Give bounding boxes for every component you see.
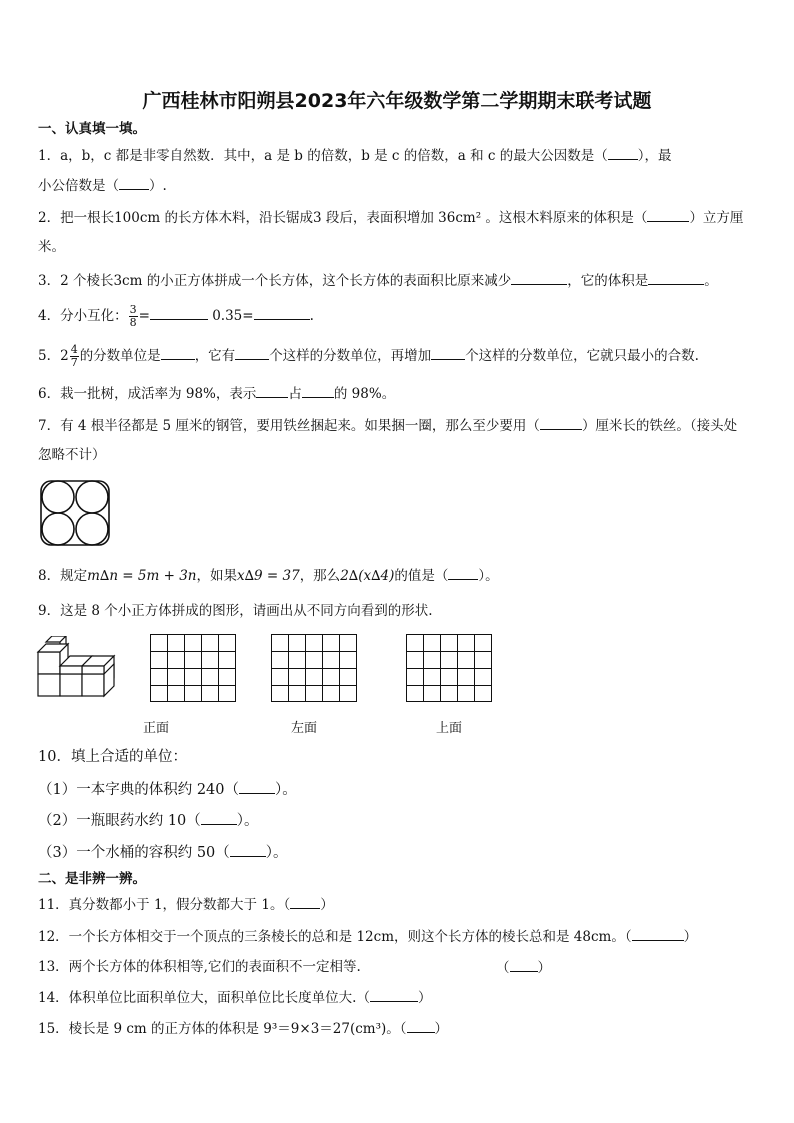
question-12: 12．一个长方体相交于一个顶点的三条棱长的总和是 12cm，则这个长方体的棱长总和是 48cm。（ ） [38,929,698,945]
question-2-line-2: 米。 [38,239,65,255]
answer-blank[interactable] [235,346,269,360]
fraction: $\frac{3}{8}$ [129,303,137,329]
answer-blank[interactable] [540,416,582,430]
answer-blank[interactable] [632,927,684,941]
question-7-line-1: 7．有 4 根半径都是 5 厘米的钢管，要用铁丝捆起来。如果捆一圈，那么至少要用（ ）厘米长的铁丝。（接头处 [38,418,738,434]
answer-blank[interactable] [201,811,237,825]
question-14: 14．体积单位比面积单位大，面积单位比长度单位大.（ ） [38,990,432,1006]
fraction: $\frac{4}{7}$ [70,343,78,369]
section-heading-1: 一、认真填一填。 [38,121,146,137]
question-13-answer: （ ） [496,960,551,976]
answer-blank[interactable] [256,384,288,398]
answer-blank[interactable] [648,271,704,285]
section-heading-2: 二、是非辨一辨。 [38,871,146,887]
top-view-grid[interactable] [406,634,492,702]
question-1-line-1: 1．a，b，c 都是非零自然数．其中，a 是 b 的倍数，b 是 c 的倍数，a 和 c 的最大公因数是（ ），最 [38,148,672,164]
question-10-2: （2）一瓶眼药水约 10（ ）。 [38,813,259,829]
question-1-line-2: 小公倍数是（ ）. [38,178,167,194]
page-title: 广西桂林市阳朔县2023年六年级数学第二学期期末联考试题 [142,90,652,112]
question-5: 5．2 $\frac{4}{7}$ 的分数单位是 ，它有 个这样的分数单位，再增加 个这样的分数单位，它就只最小的合数. [38,343,699,369]
question-3: 3．2 个棱长3cm 的小正方体拼成一个长方体，这个长方体的表面积比原来减少 ，它的体积是 。 [38,273,718,289]
question-10-1: （1）一本字典的体积约 240（ ）。 [38,782,297,798]
question-13: 13．两个长方体的体积相等,它们的表面积不一定相等. [38,959,361,975]
answer-blank[interactable] [119,176,149,190]
answer-blank[interactable] [254,306,310,320]
label-top: 上面 [436,721,463,736]
question-9: 9．这是 8 个小正方体拼成的图形，请画出从不同方向看到的形状. [38,603,433,619]
answer-blank[interactable] [647,208,689,222]
label-front: 正面 [143,721,170,736]
answer-blank[interactable] [511,271,567,285]
question-4: 4．分小互化： $\frac{3}{8}$ = 0.35= . [38,303,314,329]
answer-blank[interactable] [161,346,195,360]
question-15: 15．棱长是 9 cm 的正方体的体积是 9³＝9×3＝27(cm³)。（ ） [38,1021,449,1037]
answer-blank[interactable] [608,146,638,160]
label-left: 左面 [291,721,318,736]
question-10-3: （3）一个水桶的容积约 50（ ）。 [38,845,288,861]
front-view-grid[interactable] [150,634,236,702]
answer-blank[interactable] [239,780,275,794]
answer-blank[interactable] [150,306,208,320]
left-view-grid[interactable] [271,634,357,702]
question-10: 10．填上合适的单位： [38,749,187,765]
question-6: 6．栽一批树，成活率为 98%，表示 占 的 98%。 [38,386,396,402]
question-7-line-2: 忽略不计） [38,447,106,463]
answer-blank[interactable] [302,384,334,398]
question-8: 8．规定m∆n = 5m + 3n，如果x∆9 = 37，那么2∆(x∆4)的值是（ ）。 [38,568,499,584]
cubes-figure [36,636,118,698]
answer-blank[interactable] [290,895,320,909]
question-11: 11．真分数都小于 1，假分数都大于 1。（ ） [38,897,334,913]
pipes-bundle-figure [38,478,112,548]
answer-blank[interactable] [510,958,538,972]
answer-blank[interactable] [448,566,478,580]
answer-blank[interactable] [407,1019,435,1033]
answer-blank[interactable] [230,843,266,857]
answer-blank[interactable] [431,346,465,360]
question-2-line-1: 2．把一根长100cm 的长方体木料，沿长锯成3 段后，表面积增加 36cm² 。这根木料原来的体积是（ ）立方厘 [38,210,744,226]
answer-blank[interactable] [370,988,418,1002]
